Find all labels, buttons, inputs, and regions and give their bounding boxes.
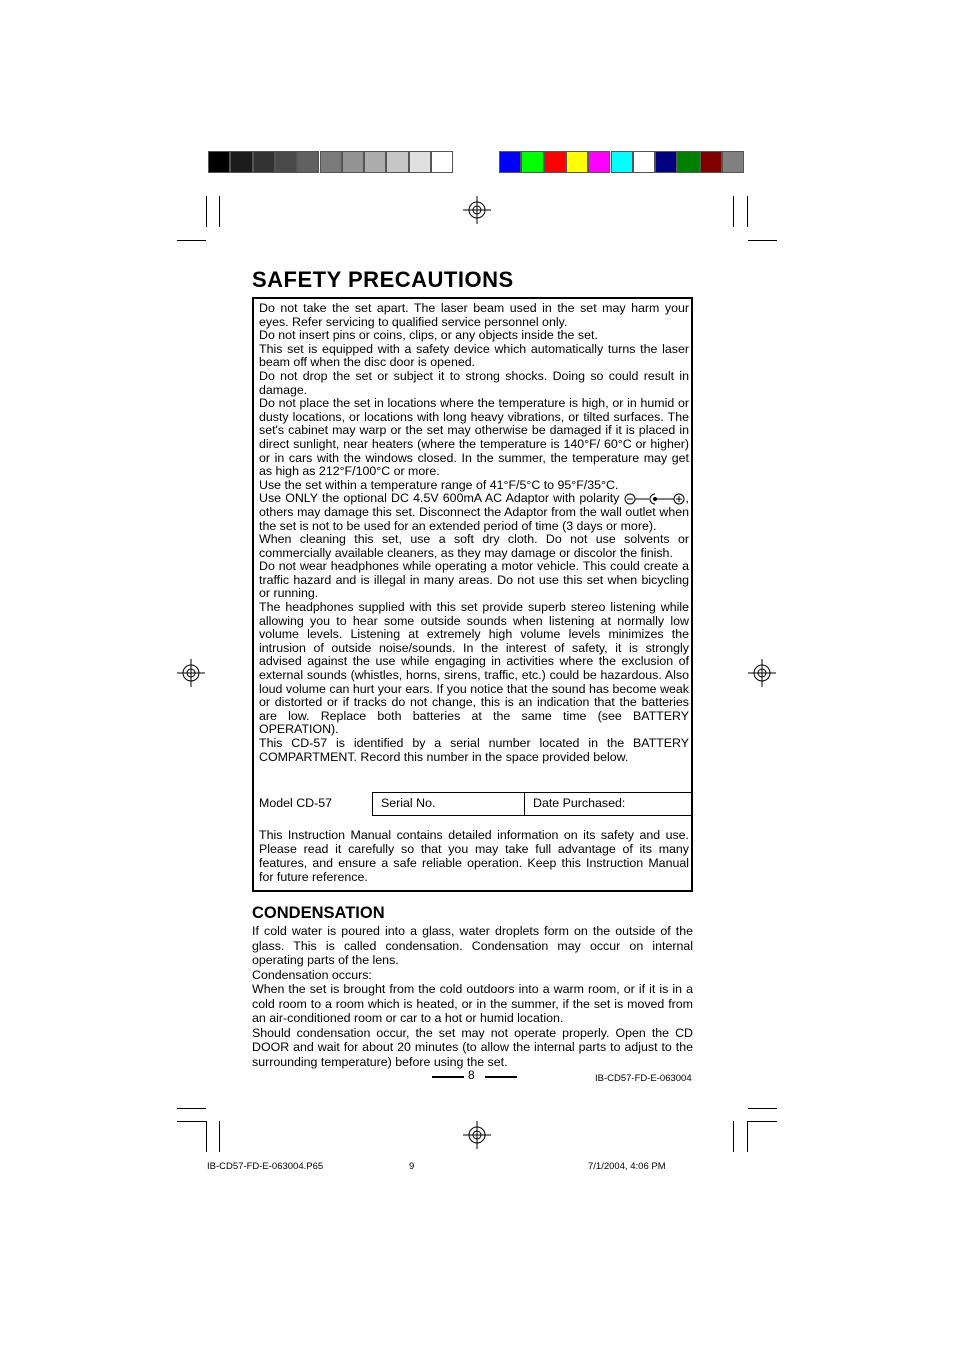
crop-mark [206,1121,207,1152]
calibration-swatch [320,151,342,173]
calibration-swatch [499,151,521,173]
crop-mark [177,240,206,241]
serial-label: Serial No. [381,796,436,810]
safety-paragraph: Do not insert pins or coins, clips, or any objects inside the set. [259,328,598,343]
crop-mark [733,196,734,227]
calibration-swatch [722,151,744,173]
page-title: SAFETY PRECAUTIONS [252,267,514,292]
crop-mark [733,1121,734,1152]
registration-mark-icon [748,659,776,687]
serial-number-field [372,792,525,816]
crop-mark [177,1121,206,1122]
condensation-heading: CONDENSATION [252,904,385,922]
registration-mark-icon [463,1121,491,1149]
crop-mark [219,1121,220,1152]
crop-mark [747,196,748,227]
crop-mark [748,1108,777,1109]
calibration-swatch [409,151,431,173]
safety-paragraph: This set is equipped with a safety device which automatically turns the laser beam off when the disc door is opened. [259,341,689,370]
page-number: 8 [468,1068,475,1082]
crop-mark [206,196,207,227]
date-purchased-field [524,792,692,816]
calibration-swatch [544,151,566,173]
document-code: IB-CD57-FD-E-063004 [595,1073,692,1084]
manual-note: This Instruction Manual contains detailed information on its safety and use. Please read it carefully so that you may take full advantage of its many features, and ensure a safe reliable operation. Keep this Instruction Manual for future reference. [259,828,689,884]
condensation-text [252,924,693,1069]
crop-mark [219,196,220,227]
calibration-swatch [521,151,543,173]
safety-paragraph: This CD-57 is identified by a serial number located in the BATTERY COMPARTMENT. Record this number in the space provided below. [259,736,689,764]
calibration-swatch [431,151,453,173]
calibration-swatch [253,151,275,173]
condensation-paragraph: When the set is brought from the cold outdoors into a warm room, or if it is in a cold room to a room which is heated, or in the summer, if the set is moved from an air-conditioned room or car to a hot or humid location. [252,982,693,1025]
adaptor-text-before: Use ONLY the optional DC 4.5V 600mA AC Adaptor with polarity [259,491,620,506]
footer-timestamp: 7/1/2004, 4:06 PM [588,1161,666,1172]
model-record-row [259,792,689,816]
safety-paragraph: The headphones supplied with this set provide superb stereo listening while allowing you to hear some outside sounds when listening at normally low volume levels. Listening at extremely high volume levels minimizes the intrusion of outside noise/sounds. In the interest of safety, it is strongly advised against the use while engaging in activities where the exclusion of external sounds (whistles, horns, sirens, traffic, etc.) could be hazardous. Also loud volume can hurt your ears. If you notice that the sound has become weak or distorted or if tracks do not change, this is an indication that the batteries are low. Replace both batteries at the same time (see BATTERY OPERATION). [259,600,689,737]
calibration-swatch [342,151,364,173]
safety-paragraph: Do not drop the set or subject it to strong shocks. Doing so could result in damage. [259,368,689,397]
crop-mark [748,1121,777,1122]
calibration-swatch [566,151,588,173]
calibration-swatch [230,151,252,173]
calibration-swatch [588,151,610,173]
crop-mark [748,240,777,241]
calibration-swatch [364,151,386,173]
page-number-rule [485,1076,517,1078]
date-label: Date Purchased: [533,796,626,810]
condensation-paragraph: Should condensation occur, the set may not operate properly. Open the CD DOOR and wait for about 20 minutes (to allow the internal parts to adjust to the surrounding temperature) before using the set. [252,1025,693,1069]
calibration-swatch [297,151,319,173]
calibration-swatch [208,151,230,173]
footer-sheet-number: 9 [409,1161,415,1172]
safety-paragraph: Use the set within a temperature range of 41°F/5°C to 95°F/35°C. [259,477,619,492]
calibration-swatch [655,151,677,173]
polarity-symbol-icon [624,493,686,505]
adaptor-paragraph [259,492,689,533]
registration-mark-icon [177,659,205,687]
crop-mark [177,1108,206,1109]
safety-paragraph: When cleaning this set, use a soft dry cloth. Do not use solvents or commercially available cleaners, as they may damage or discolor the finish. [259,532,689,560]
safety-precautions-box [252,297,693,892]
model-label: Model CD-57 [259,796,332,810]
page-number-rule [432,1076,464,1078]
crop-mark [747,1121,748,1152]
condensation-paragraph: If cold water is poured into a glass, water droplets form on the outside of the glass. This is called condensation. Condensation may occur on internal operating parts of the lens. [252,924,693,967]
calibration-swatch [677,151,699,173]
footer-filename: IB-CD57-FD-E-063004.P65 [207,1161,324,1172]
registration-mark-icon [463,196,491,224]
safety-paragraph: Do not place the set in locations where the temperature is high, or in humid or dusty locations, or locations with long heavy vibrations, or tilted surfaces. The set's cabinet may warp or the set may otherwise be damaged if it is placed in direct sunlight, near heaters (where the temperature is 140°F/ 60°C or higher) or in cars with the windows closed. In the summer, the temperature may get as high as 212°F/100°C or more. [259,396,689,479]
calibration-swatch [386,151,408,173]
safety-text [259,302,689,764]
adaptor-text-after: , others may damage this set. Disconnect the Adaptor from the wall outlet when the set is not to be used for an extended period of time (3 days or more). [259,491,689,533]
safety-paragraph: Do not take the set apart. The laser beam used in the set may harm your eyes. Refer servicing to qualified service personnel only. [259,301,689,329]
condensation-paragraph: Condensation occurs: [252,967,372,982]
calibration-swatch [275,151,297,173]
calibration-swatch [611,151,633,173]
safety-paragraph: Do not wear headphones while operating a motor vehicle. This could create a traffic hazard and is illegal in many areas. Do not use this set when bicycling or running. [259,559,689,601]
calibration-swatch [700,151,722,173]
calibration-swatch [633,151,655,173]
